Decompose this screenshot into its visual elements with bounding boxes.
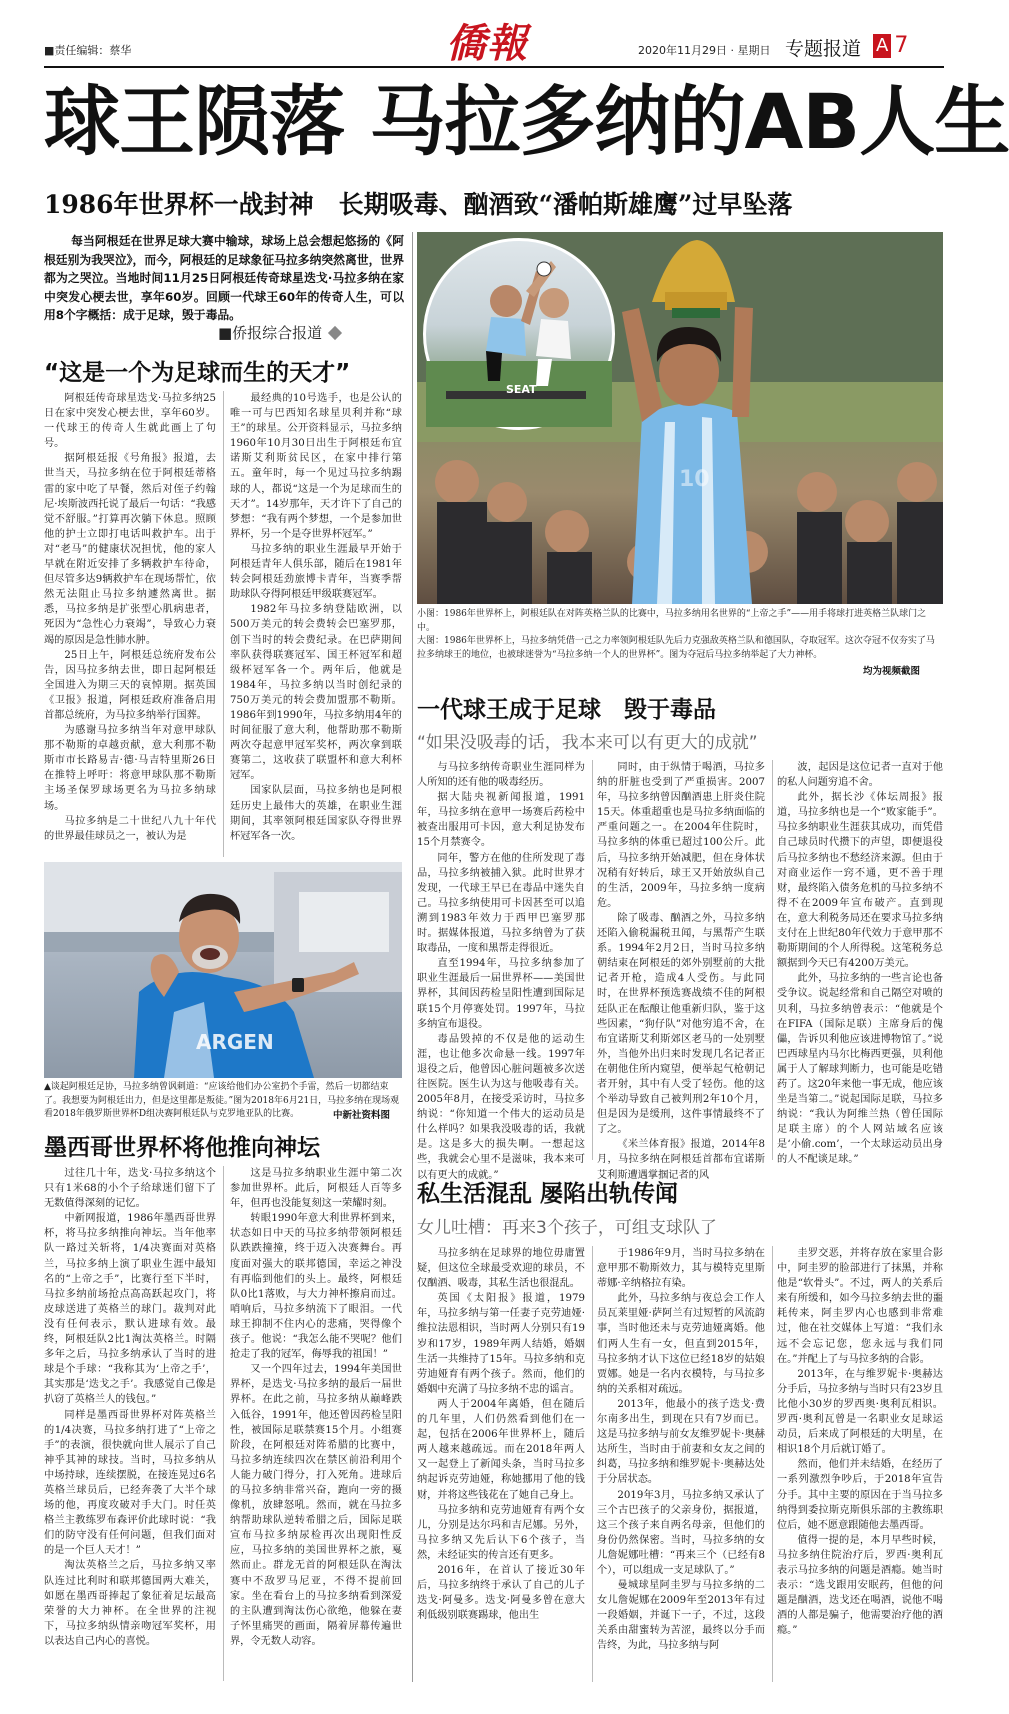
paragraph: 中新网报道，1986年墨西哥世界杯，将马拉多纳推向神坛。当年他率队一路过关斩将，1/4决赛面对英格兰，马拉多纳上演了职业生涯中最知名的“上帝之手”，比赛行至下半时，马拉多纳前场抢点高高跃起攻门，将皮球送进了英格兰的球门。裁判对此没有任何表示，默认进球有效。最终，阿根廷队2比1淘汰英格兰。时隔多年之后，马拉多纳承认了当时的进球是个手球：“我称其为‘上帝之手’，其实那是‘迭戈之手’。我感觉自己像是扒窃了英格兰人的钱包。” xyxy=(44,1213,216,1406)
main-photo-caption: 小图：1986年世界杯上，阿根廷队在对阵英格兰队的比赛中，马拉多纳用名世界的“上帝之手”——用手将球打进英格兰队球门之中。 大图：1986年世界杯上，马拉多纳凭借一己之力率领阿根廷队先后力克强敌英格兰队和德国队，夺取冠军。这次夺冠不仅夯实了马拉多纳球王的地位，也被球迷誉为“马拉多纳一个人的世界杯”。图为夺冠后马拉多纳举起了大力神杯。 xyxy=(417,609,935,660)
page-letter: A xyxy=(873,34,891,58)
paragraph: 1982年马拉多纳登陆欧洲，以500万美元的转会费转会巴塞罗那，创下当时的转会费纪录。在巴萨期间率队获得联赛冠军、国王杯冠军和超级杯冠军各一个。两年后，他就是1984年，马拉多纳以当时创纪录的750万美元的转会费加盟那不勒斯。1986年到1990年，马拉多纳用4年的时间征服了意大利，他帮助那不勒斯两次夺起意甲冠军奖杯，两次拿到联赛第二，这收获了联盟杯和意大利杯冠军。 xyxy=(230,604,402,782)
hand-of-god-inset-photo xyxy=(423,238,615,430)
section3-subtitle: “如果没吸毒的话，我本来可以有更大的成就” xyxy=(417,733,758,753)
maradona-stadium-photo xyxy=(44,862,402,1078)
column-divider xyxy=(592,1246,593,1682)
paragraph: 然而，他们并未结婚，在经历了一系列激烈争吵后，于2018年宣告分手。其中主要的原因在于当马拉多纳得到委拉斯克斯俱乐部的主教练职位后，她不愿意跟随他去墨西哥。 xyxy=(777,1459,943,1531)
issue-date: 2020年11月29日 · 星期日 xyxy=(638,44,771,57)
paragraph: 直至1994年，马拉多纳参加了职业生涯最后一届世界杯——美国世界杯，其间因药检呈阳性遭到国际足联15个月停赛处罚。1997年，马拉多纳宣布退役。 xyxy=(417,958,585,1030)
byline xyxy=(218,322,340,343)
paragraph: 马拉多纳在足球界的地位毋庸置疑，但这位全球最受欢迎的球员，不仅酗酒、吸毒，其私生活也很混乱。 xyxy=(417,1248,585,1290)
paragraph: 《米兰体育报》报道，2014年8月，马拉多纳在阿根廷首都布宜诺斯艾利斯遭遇掌掴记者的风 xyxy=(597,1139,765,1181)
main-headline: 球王陨落 马拉多纳的AB人生 xyxy=(44,77,1009,166)
paragraph: 此外，马拉多纳的一些言论也备受争议。说起经常和自己隔空对喷的贝利，马拉多纳曾表示：“他就是个在FIFA（国际足联）主席身后的傀儡，告诉贝利他应该进博物馆了。”说巴西球星内马尔比梅西更强，贝利他属于人了解球判断力，也可能是吃错药了。这20年来他一事无成，他应该坐是当第二。”说起国际足联，马拉多纳说：“我认为阿维兰热（曾任国际足联主席）的个人网站域名应该是‘小偷.com’，一个太球运动员出身的人不配谈足球。” xyxy=(777,973,943,1166)
board-lettering: SEAT xyxy=(506,383,537,396)
section1-col2 xyxy=(230,391,402,857)
paragraph: 曼城球星阿圭罗与马拉多纳的二女儿詹妮娜在2009年至2013年有过一段婚姻，并诞下一子，不过，这段关系由甜蜜转为苦涩，最终以分手而告终，为此，马拉多纳与阿 xyxy=(597,1580,765,1652)
paragraph: 除了吸毒、酗酒之外，马拉多纳还陷入偷税漏税丑闻，与黑帮产生联系。1994年2月2日，当时马拉多纳朝结束在阿根廷的郊外别墅前的大批记者开枪，造成4人受伤。与此同时，在世界杯预选赛战绩不佳的阿根廷队正在酝酿让他重新归队，鉴于这些因素，“狗仔队”对他穷追不舍，在布宜诺斯艾利斯郊区老马的一处别墅外，当他外出归来时发现几名记者正在朝他住所内窥望，便举起气枪朝记者开射，其中有人受了轻伤。他的这个举动导致自己被判刑2年10个月，但是因为是缓刑，这件事情最终不了了之。 xyxy=(597,912,765,1136)
photo-illustration xyxy=(426,241,612,427)
section3-col3 xyxy=(777,760,943,1166)
paragraph: 25日上午，阿根廷总统府发布公告，因马拉多纳去世，即日起阿根廷全国进入为期三天的哀悼期。据英国《卫报》报道，阿根廷政府准备启用首都总统府，为马拉多纳举行国葬。 xyxy=(44,649,216,721)
paragraph: 圭罗交恶，并将存放在家里合影中，阿圭罗的脸部进行了抹黑，并称他是“软骨头”。不过，两人的关系后来有所缓和，如今马拉多纳去世的噩耗传来，阿圭罗内心也感到非常难过，他在社交媒体上写道：“我们永远不会忘记您，您永远与我们同在。”并配上了与马拉多纳的合影。 xyxy=(777,1248,943,1365)
column-divider xyxy=(223,1166,224,1681)
paragraph: 两人于2004年离婚，但在随后的几年里，人们仍然看到他们在一起，包括在2006年世界杯上，随后两人越来越疏远。而在2018年两人又一起登上了新闻头条，当时马拉多纳起诉克劳迪娅，称她挪用了他的钱财，并将这些钱花在了她自己身上。 xyxy=(417,1398,585,1501)
main-photo-credit: 均为视频截图 xyxy=(863,666,921,677)
paragraph: 2013年，他最小的孩子迭戈·费尔南多出生，到现在只有7岁而已。这是马拉多纳与前女友维罗妮卡·奥赫达所生，当时由于前妻和女友之间的纠葛，马拉多纳和维罗妮卡·奥赫达处于分居状态。 xyxy=(597,1398,765,1486)
paragraph: 马拉多纳的职业生涯最早开始于阿根廷青年人俱乐部，随后在1981年转会阿根廷劲旅博卡青年，当赛季帮助球队夺得阿根廷甲级联赛冠军。 xyxy=(230,543,402,601)
intro-text: 每当阿根廷在世界足球大赛中输球，球场上总会想起悠扬的《阿根廷别为我哭泣》，而今，阿根廷的足球象征马拉多纳突然离世，世界都为之哭泣。当地时间11月25日阿根廷传奇球星迭戈·马拉多纳在家中突发心梗去世，享年60岁。回顾一代球王60年的传奇人生，可以用8个字概括：成于足球，毁于毒品。 xyxy=(44,234,404,323)
logo: 僑報 xyxy=(446,20,528,67)
section3-col1 xyxy=(417,760,585,1181)
diamond-icon xyxy=(328,325,342,339)
editor-credit: ■责任编辑：蔡华 xyxy=(44,44,132,57)
section4-col3 xyxy=(777,1246,943,1682)
paragraph: 据大陆央视新闻报道，1991年，马拉多纳在意甲一场赛后药检中被查出服用可卡因，意大利足协发布15个月禁赛令。 xyxy=(417,792,585,849)
section2-title: 墨西哥世界杯将他推向神坛 xyxy=(44,1135,320,1161)
section4-subtitle: 女儿吐槽：再来3个孩子，可组支球队了 xyxy=(417,1218,717,1238)
byline-text: ■侨报综合报道 xyxy=(218,324,323,342)
column-divider xyxy=(223,391,224,857)
paragraph: 为感谢马拉多纳当年对意甲球队那不勒斯的卓越贡献，意大利那不勒斯市市长路易吉·德·马吉特里斯26日在推特上呼吁：将意甲球队那不勒斯主场圣保罗球场更名为马拉多纳球场。 xyxy=(44,725,216,812)
paragraph: 此外，马拉多纳与夜总会工作人员瓦莱里娅·萨阿兰有过短暂的风流韵事，当时他还未与克劳迪娅离婚。他们两人生有一女，但直到2015年，马拉多纳才认下这位已经18岁的姑娘贾娜。她是一名内衣模特，与马拉多纳的关系相对疏远。 xyxy=(597,1293,765,1395)
column-divider xyxy=(772,1246,773,1682)
section1-col1 xyxy=(44,391,216,857)
sub-headline: 1986年世界杯一战封神 长期吸毒、酗酒致“潘帕斯雄鹰”过早坠落 xyxy=(44,190,793,219)
column-divider xyxy=(772,760,773,1160)
paragraph: 淘汰英格兰之后，马拉多纳又率队连过比利时和联邦德国两大难关，如愿在墨西哥捧起了象征着足坛最高荣誉的大力神杯。在全世界的注视下，马拉多纳纵情亲吻冠军奖杯，用以表达自己内心的喜悦。 xyxy=(44,1560,216,1647)
paragraph: 此外，据长沙《体坛周报》报道，马拉多纳也是一个“败家能手”。马拉多纳职业生涯获其成功，而凭借自己球员时代攒下的声望，即便退役后马拉多纳也不愁经济来源。但由于对商业运作一窍不通，更不善于理财，最终陷入债务危机的马拉多纳不得不在2009年宣布破产。直到现在，意大利税务局还在要求马拉多纳支付在上世纪80年代效力于意甲那不勒斯期间的个人所得税。这笔税务总额据到今天已有4200万美元。 xyxy=(777,792,943,970)
world-cup-trophy-photo xyxy=(417,232,943,604)
paragraph: 2019年3月，马拉多纳又承认了三个古巴孩子的父亲身份，据报道，这三个孩子来自两名母亲，但他们的身份仍然保密。当时，马拉多纳的女儿詹妮娜吐槽：“再来三个（已经有8个），可以组成一支足球队了。” xyxy=(597,1489,765,1576)
paragraph: 英国《太阳报》报道，1979年，马拉多纳与第一任妻子克劳迪娅·维拉法恩相识，当时两人分别只有19岁和17岁，1989年两人结婚，婚姻生活一共维持了15年。马拉多纳和克劳迪娅育有两个孩子。然而，他们的婚姻中充满了马拉多纳不忠的谣言。 xyxy=(417,1293,585,1395)
paragraph: 同样是墨西哥世界杯对阵英格兰的1/4决赛，马拉多纳打进了“上帝之手”的表演，很快就向世人展示了自己神乎其神的球技。当时，马拉多纳从中场持球，连续摆脱，在接连晃过6名英格兰球员后，已经奔袭了大半个球场的他，再度攻破对手大门。时任英格兰主教练罗布森评价此球时说：“我们的防守没有任何问题，但我们面对的是一个巨人天才！” xyxy=(44,1409,216,1557)
paragraph: 毒品毁掉的不仅是他的运动生涯，也让他多次命悬一线。1997年退役之后，他曾因心脏问题被多次送往医院。医生认为这与他吸毒有关。2005年8月，在接受采访时，马拉多纳说：“你知道一个伟大的运动员是什么样吗？如果我没吸毒的话，我就是。这是多大的损失啊。一想起这些，我就会心里不是滋味，我本来可以有更大的成就。” xyxy=(417,1033,585,1181)
section-label: 专题报道 xyxy=(785,38,862,60)
paragraph: 阿根廷传奇球星迭戈·马拉多纳25日在家中突发心梗去世，享年60岁。一代球王的传奇人生就此画上了句号。 xyxy=(44,393,216,450)
paragraph: 据阿根廷报《号角报》报道，去世当天，马拉多纳在位于阿根廷蒂格雷的家中吃了早餐，然后对侄子约翰尼·埃斯波西托说了最后一句话：“我感觉不舒服。”打算再次躺下休息。照顾他的护士立即打电话叫救护车。出于对“老马”的健康状况担忧，他的家人早就在附近安排了多辆救护车待命，但尽管多达9辆救护车在现场帮忙，依然无法阻止马拉多纳遽然离世。据悉，马拉多纳是扩张型心肌病患者，死因为“急性心力衰竭”，导致心力衰竭的原因是急性肺水肿。 xyxy=(44,453,216,646)
paragraph: 最经典的10号选手，也是公认的唯一可与巴西知名球星贝利并称“球王”的球星。公开资料显示，马拉多纳1960年10月30日出生于阿根廷布宜诺斯艾利斯贫民区，在家中排行第五。童年时，每一个见过马拉多纳踢球的人，都说“这是一个为足球而生的天才”。14岁那年，天才许下了自己的梦想：“我有两个梦想，一个是参加世界杯，另一个是夺世界杯冠军。” xyxy=(230,393,402,540)
paragraph: 转眼1990年意大利世界杯到来，状态如日中天的马拉多纳带领阿根廷队跌跌撞撞，终于迈入决赛舞台。再度面对强大的联邦德国，幸运之神没有再临到他们的头上。最终，阿根廷队0比1落败，与大力神杯擦肩而过。哨响后，马拉多纳流下了眼泪。一代球王抑制不住内心的悲痛，哭得像个孩子。他说：“我怎么能不哭呢？他们抢走了我的冠军，侮辱我的祖国！” xyxy=(230,1213,402,1361)
paragraph: 2016年，在首认了接近30年后，马拉多纳终于承认了自己的儿子迭戈·阿曼多。迭戈·阿曼多曾在意大利低级别联赛踢球，他出生 xyxy=(417,1564,585,1622)
section2-col2 xyxy=(230,1166,402,1681)
section3-col2 xyxy=(597,760,765,1181)
paragraph: 于1986年9月，当时马拉多纳在意甲那不勒斯效力，其与模特克里斯蒂娜·辛纳格拉有染。 xyxy=(597,1248,765,1290)
main-column-divider xyxy=(412,232,413,1682)
shirt-number: 10 xyxy=(679,467,710,492)
section4-col2 xyxy=(597,1246,765,1682)
page-badge xyxy=(873,34,908,58)
section1-title: “这是一个为足球而生的天才” xyxy=(44,360,351,386)
column-divider xyxy=(592,760,593,1160)
paragraph: 马拉多纳是二十世纪八九十年代的世界最佳球员之一，被认为是 xyxy=(44,815,216,842)
paragraph: 同时，由于纵情于喝酒，马拉多纳的肝脏也受到了严重损害。2007年，马拉多纳曾因酗酒患上肝炎住院15天。体重超重也是马拉多纳面临的严重问题之一。在2004年住院时，马拉多纳的体重已超过100公斤。此后，马拉多纳开始减肥，但在身体状况稍有好转后，球王又开始放纵自己的生活，2009年，马拉多纳一度病危。 xyxy=(597,762,765,909)
paragraph: 又一个四年过去，1994年美国世界杯，是迭戈·马拉多纳的最后一届世界杯。在此之前，马拉多纳从巅峰跌入低谷，1991年，他还曾因药检呈阳性，被国际足联禁赛15个月。小组赛阶段，在阿根廷对阵希腊的比赛中，马拉多纳连续四次在禁区前沿利用个人能力破门得分，打入死角。进球后的马拉多纳非常兴奋，跑向一旁的摄像机，放肆怒吼。然而，就在马拉多纳帮助球队逆转希腊之后，国际足联宣布马拉多纳尿检再次出现阳性反应，马拉多纳的美国世界杯之旅，戛然而止。群龙无首的阿根廷队在淘汰赛中不敌罗马尼亚，不得不提前回家。坐在看台上的马拉多纳看到深爱的主队遭到淘汰伤心欲绝，他躲在妻子怀里痛哭的画面，隔着屏幕传遍世界，令无数人动容。 xyxy=(230,1364,402,1647)
paragraph: 同年，警方在他的住所发现了毒品，马拉多纳被捕入狱。此时世界才发现，一代球王早已在毒品中迷失自己。马拉多纳使用可卡因甚至可以追溯到1983年效力于西甲巴塞罗那时。据媒体报道，马拉多纳曾为了获取毒品，一度和黑帮走得很近。 xyxy=(417,852,585,955)
photo-credit-maradona: 中新社资料图 xyxy=(330,1107,390,1121)
paragraph: 波，起因是这位记者一直对于他的私人问题穷追不舍。 xyxy=(777,762,943,789)
paragraph: 这是马拉多纳职业生涯中第二次参加世界杯。此后，阿根廷人百等多年，但再也没能复刻这一荣耀时刻。 xyxy=(230,1168,402,1210)
paragraph: 过往几十年，迭戈·马拉多纳这个只有1米68的小个子给球迷们留下了无数值得深刻的记忆。 xyxy=(44,1168,216,1210)
paragraph: 值得一提的是，本月早些时候，马拉多纳住院治疗后，罗西·奥利瓦表示马拉多纳的问题是酒瘾。她当时表示：“选戈跟用安眠药，但他的问题是酗酒，迭戈还在喝酒，说他不喝酒的人都是骗子，他需要治疗他的酒瘾。” xyxy=(777,1534,943,1637)
paragraph: 2013年，在与维罗妮卡·奥赫达分手后，马拉多纳与当时只有23岁且比他小30岁的罗西奥·奥利瓦相识。罗西·奥利瓦曾是一名职业女足球运动员，后来成了阿根廷的大明星，在相识18个月后就订婚了。 xyxy=(777,1368,943,1456)
shirt-lettering: ARGEN xyxy=(196,1030,274,1054)
paragraph: 与马拉多纳传奇职业生涯同样为人所知的还有他的吸毒经历。 xyxy=(417,762,585,789)
paragraph: 马拉多纳和克劳迪娅育有两个女儿，分别是达尔玛和吉尼娜。另外，马拉多纳又先后认下6个孩子，当然，未经证实的传言还有更多。 xyxy=(417,1504,585,1561)
photo-caption-maradona: ▲谈起阿根廷足协，马拉多纳曾讽刺道：“应该给他们办公室扔个手雷，然后一切都结束了。我想要为阿根廷出力，但是这里都是叛徒。”图为2018年6月21日，马拉多纳在现场观看2018年俄罗斯世界杯D组决赛阿根廷队与克罗地亚队的比赛。 xyxy=(44,1082,400,1119)
page-number: 7 xyxy=(894,33,909,58)
header-rule xyxy=(44,66,944,68)
section3-title: 一代球王成于足球 毁于毒品 xyxy=(417,697,716,723)
section4-title: 私生活混乱 屡陷出轨传闻 xyxy=(417,1181,679,1207)
section2-col1 xyxy=(44,1166,216,1681)
section4-col1 xyxy=(417,1246,585,1682)
paragraph: 国家队层面，马拉多纳也是阿根廷历史上最伟大的英雄，在职业生涯期间，其率领阿根廷国家队夺得世界杯冠军各一次。 xyxy=(230,785,402,842)
